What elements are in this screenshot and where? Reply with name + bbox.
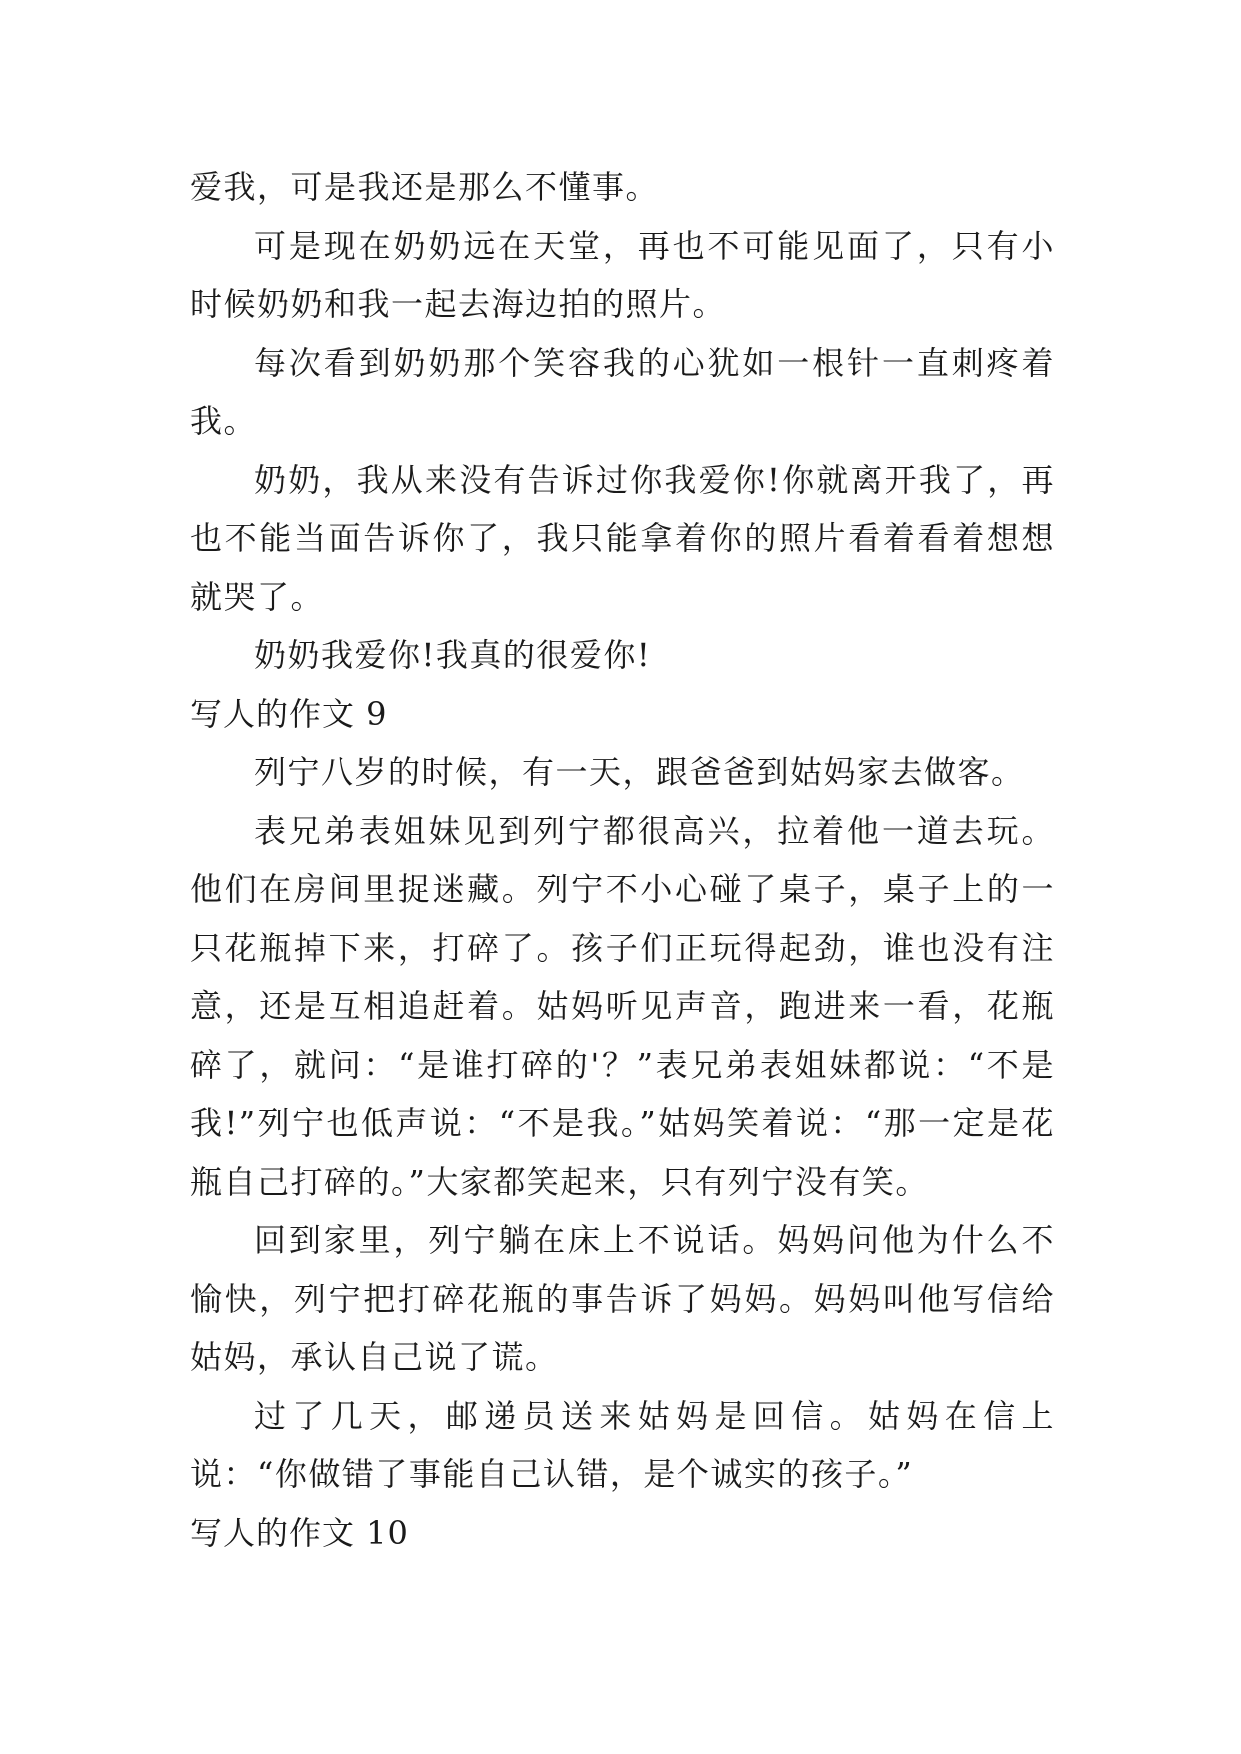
paragraph: 奶奶我爱你!我真的很爱你! (254, 636, 652, 674)
paragraph: 表兄弟表姐妹见到列宁都很高兴，拉着他一道去玩。他们在房间里捉迷藏。列宁不小心碰了桌子，桌子上的一只花瓶掉下来，打碎了。孩子们正玩得起劲，谁也没有注意，还是互相追赶着。姑妈听见声音，跑进来一看，花瓶碎了，就问：“是谁打碎的'？”表兄弟表姐妹都说：“不是我!”列宁也低声说：“不是我。”姑妈笑着说：“那一定是花瓶自己打碎的。”大家都笑起来，只有列宁没有笑。 (190, 811, 1055, 1201)
section-heading: 写人的作文 9 (190, 694, 388, 733)
paragraph: 列宁八岁的时候，有一天，跟爸爸到姑妈家去做客。 (254, 753, 1025, 791)
paragraph: 过了几天，邮递员送来姑妈是回信。姑妈在信上说：“你做错了事能自己认错，是个诚实的孩子。” (190, 1396, 1055, 1493)
paragraph: 回到家里，列宁躺在床上不说话。妈妈问他为什么不愉快，列宁把打碎花瓶的事告诉了妈妈。妈妈叫他写信给姑妈，承认自己说了谎。 (190, 1221, 1055, 1376)
paragraph: 爱我，可是我还是那么不懂事。 (190, 168, 660, 206)
document-body (190, 158, 1055, 1562)
paragraph: 可是现在奶奶远在天堂，再也不可能见面了，只有小时候奶奶和我一起去海边拍的照片。 (190, 226, 1055, 323)
section-heading: 写人的作文 10 (190, 1513, 409, 1552)
paragraph: 每次看到奶奶那个笑容我的心犹如一根针一直刺疼着我。 (190, 343, 1055, 440)
paragraph: 奶奶，我从来没有告诉过你我爱你!你就离开我了，再也不能当面告诉你了，我只能拿着你的照片看着看着想想就哭了。 (190, 460, 1055, 616)
